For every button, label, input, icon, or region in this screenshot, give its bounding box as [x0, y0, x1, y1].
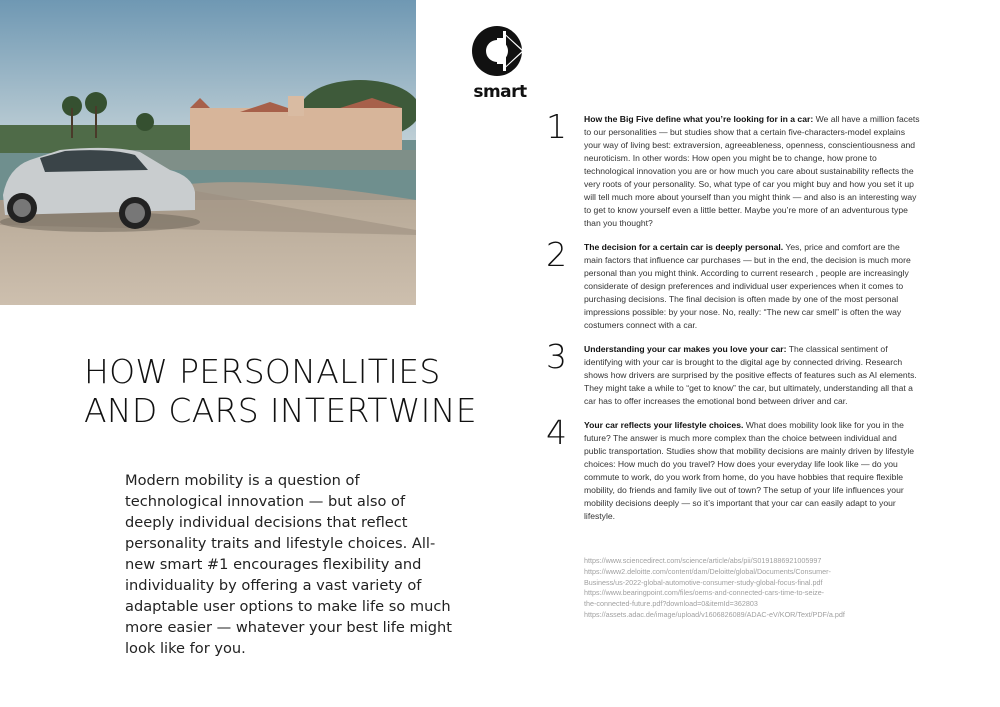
reference-link[interactable]: https://www2.deloitte.com/content/dam/Deloitte/global/Documents/Consumer-	[584, 566, 831, 576]
point-body: What does mobility look like for you in the future? The answer is much more complex than the choice between individual and public transportation. Studies show that mobility decisions are mainly driven by lifestyle choices: How much do you travel? How does your everyday life look like — do you commute to work, do you work from home, do you have hobbies that require flexible mobility, do friends and family live out of town? The setup of your life influences your mobility decisions deeply — so it’s important that your car can easily adapt to your lifestyle.	[584, 420, 915, 521]
point-heading: Understanding your car makes you love your car:	[584, 344, 787, 354]
point-number: 3	[546, 337, 567, 376]
numbered-points-column	[546, 107, 926, 621]
point-number: 2	[546, 235, 567, 274]
reference-link[interactable]: Business/us-2022-global-automotive-consumer-study-global-focus-final.pdf	[584, 577, 823, 587]
title-line-2: AND CARS INTERTWINE	[84, 391, 477, 430]
point-body: We all have a million facets to our personalities — but studies show that a certain five-characters-model explains your way of living best: extraversion, agreeableness, openness, conscientiousness and neuroticism. In other words: How open you might be to change, how prone to technological innovation you are or how much you care about sustainability reflects the very roots of your personality. So, what type of car you might buy and how you set it up will tell much more about yourself than you might think — and also is an interesting way to get to know yourself even a little better. Maybe you’re more of an adventurous type than you thought?	[584, 114, 920, 228]
point-3	[546, 337, 926, 408]
reference-link[interactable]: https://www.bearingpoint.com/files/oems-and-connected-cars-time-to-seize-	[584, 588, 825, 598]
point-text	[584, 343, 920, 408]
point-number: 1	[546, 107, 567, 146]
reference-link[interactable]: https://www.sciencedirect.com/science/article/abs/pii/S0191886921005997	[584, 556, 822, 565]
point-1	[546, 107, 926, 230]
reference-link[interactable]: https://assets.adac.de/image/upload/v1606826089/ADAC-eV/KOR/Text/PDF/a.pdf	[584, 609, 845, 619]
intro-paragraph: Modern mobility is a question of technological innovation — but also of deeply individual decisions that reflect personality traits and lifestyle choices. All-new smart #1 encourages flexibility and individuality by offering a vast variety of adaptable user options to make life so much more easier — whatever your best life might look like for you.	[125, 472, 452, 657]
hero-photo-car-by-sea	[0, 0, 416, 305]
logo-wordmark: smart	[473, 82, 527, 102]
point-heading: The decision for a certain car is deeply personal.	[584, 242, 784, 252]
references-list	[584, 556, 914, 621]
page-title	[84, 352, 477, 430]
point-4	[546, 413, 926, 523]
reference-link[interactable]: the-connected-future.pdf?download=0&itemId=362803	[584, 599, 758, 609]
smart-logo	[470, 26, 530, 102]
point-text	[584, 113, 920, 230]
smart-logo-icon	[472, 26, 528, 76]
point-number: 4	[546, 413, 567, 452]
point-2	[546, 235, 926, 332]
point-text	[584, 419, 920, 523]
point-heading: How the Big Five define what you’re looking for in a car:	[584, 114, 814, 124]
point-body: Yes, price and comfort are the main factors that influence car purchases — but in the end, the decision is much more personal than you might think. According to current research , people are increasingly considerate of design preferences and individual user experiences when it comes to purchasing decisions. The final decision is often made by one of the most personal impressions possible: by your nose. No, really: “The new car smell” is often the way costumers connect with a car.	[584, 242, 911, 330]
point-text	[584, 241, 920, 332]
point-heading: Your car reflects your lifestyle choices.	[584, 420, 744, 430]
point-body: The classical sentiment of identifying with your car is brought to the digital age by connected driving. Research shows how drivers are surprised by the positive effects of features such as AI elements. They might take a while to “get to know” the car, but ultimately, understanding all that a car has to offer increases the emotional bond between driver and car.	[584, 344, 917, 406]
title-line-1: HOW PERSONALITIES	[84, 352, 441, 391]
